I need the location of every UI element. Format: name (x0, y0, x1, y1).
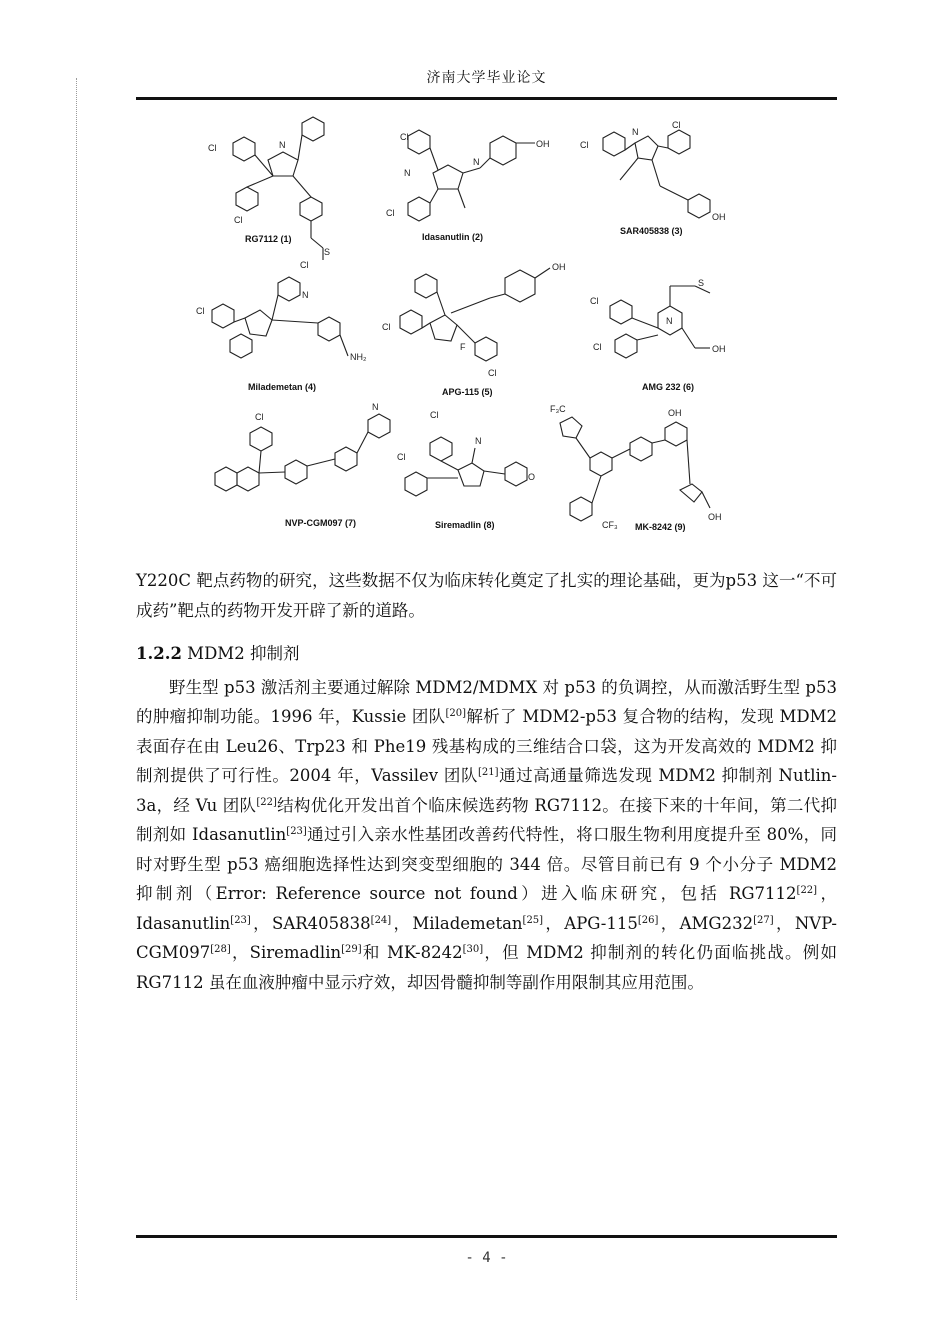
svg-text:N: N (632, 127, 639, 137)
svg-text:N: N (475, 436, 482, 446)
structure-siremadlin (397, 410, 535, 496)
svg-text:Cl: Cl (580, 140, 589, 150)
svg-text:S: S (324, 247, 331, 257)
svg-text:N: N (302, 290, 309, 300)
binding-margin-line (76, 78, 77, 1300)
section-number: 1.2.2 (136, 644, 182, 663)
caption-amg232: AMG 232 (6) (642, 382, 695, 392)
svg-text:Cl: Cl (300, 260, 309, 270)
svg-text:Cl: Cl (208, 143, 217, 153)
citation-29[interactable]: [29] (341, 944, 362, 955)
text-run: ，NVP-CGM097 (136, 913, 837, 962)
svg-text:OH: OH (708, 512, 722, 522)
svg-text:Cl: Cl (382, 322, 391, 332)
svg-text:S: S (698, 278, 705, 288)
svg-text:CF₃: CF₃ (602, 520, 618, 530)
citation-27[interactable]: [27] (753, 914, 774, 926)
caption-milademetan: Milademetan (4) (248, 382, 317, 392)
structure-idasanutlin (386, 130, 550, 221)
caption-nvp-cgm097: NVP-CGM097 (7) (285, 518, 357, 528)
svg-text:N: N (404, 168, 411, 178)
citation-28[interactable]: [28] (210, 944, 231, 955)
svg-text:N: N (473, 157, 480, 167)
svg-text:Cl: Cl (488, 368, 497, 378)
svg-text:N: N (372, 402, 379, 412)
structure-amg232 (590, 278, 726, 358)
caption-mk8242: MK-8242 (9) (635, 522, 686, 532)
citation-22[interactable]: [22] (796, 885, 818, 896)
svg-text:OH: OH (552, 262, 566, 272)
citation-21[interactable]: [21] (478, 767, 499, 778)
text-run: 结构优化开发出首个临床候选药物 RG7112。在接下来的十年间，第二代抑制剂如 Idasanutlin (136, 795, 838, 844)
caption-sar405838: SAR405838 (3) (620, 226, 683, 236)
svg-text:Cl: Cl (255, 412, 264, 422)
caption-idasanutlin: Idasanutlin (2) (422, 232, 484, 242)
text-run: 通过高通量筛选发现 MDM2 抑制剂 Nutlin-3a，经 Vu 团队 (136, 766, 838, 815)
svg-text:OH: OH (712, 212, 726, 222)
svg-text:Cl: Cl (234, 215, 243, 225)
citation-30[interactable]: [30] (462, 944, 484, 955)
citation-23[interactable]: [23] (286, 826, 307, 837)
text-run: ，Milademetan (391, 913, 523, 933)
svg-text:Cl: Cl (430, 410, 439, 420)
svg-text:F₃C: F₃C (550, 404, 566, 414)
text-run: ，APG-115 (543, 913, 638, 933)
citation-26[interactable]: [26] (637, 914, 659, 926)
paragraph-mdm2 (136, 673, 837, 998)
text-run: ，SAR405838 (250, 913, 371, 933)
svg-text:Cl: Cl (397, 452, 406, 462)
svg-text:OH: OH (712, 344, 726, 354)
chemical-structures-svg (190, 108, 770, 540)
svg-text:N: N (666, 316, 673, 326)
citation-25[interactable]: [25] (522, 914, 544, 926)
section-heading (136, 639, 837, 669)
svg-text:NH₂: NH₂ (350, 352, 367, 362)
structure-milademetan (196, 260, 367, 362)
svg-text:OH: OH (668, 408, 682, 418)
body-text (136, 566, 837, 997)
svg-text:O: O (528, 472, 536, 482)
text-run: 和 MK-8242 (361, 943, 463, 962)
structure-nvp-cgm097 (215, 402, 390, 491)
svg-text:Cl: Cl (386, 208, 395, 218)
text-run: 野生型 p53 激活剂主要通过解除 MDM2/MDMX 对 p53 的负调控，从而激活野生型 p53 的肿瘤抑制功能。1996 年，Kussie 团队 (136, 677, 837, 726)
text-run: 通过引入亲水性基团改善药代特性，将口服生物利用度提升至 80%，同时对野生型 p53 癌细胞选择性达到突变型细胞的 344 倍。尽管目前已有 9 个小分子 MDM2 抑制剂（Error: Reference source not found）进入临床研究，包括 RG7112 (136, 825, 837, 903)
caption-siremadlin: Siremadlin (8) (435, 520, 495, 530)
citation-23[interactable]: [23] (230, 914, 251, 926)
svg-text:F: F (460, 342, 466, 352)
citation-24[interactable]: [24] (370, 914, 392, 926)
page-number: - 4 - (465, 1250, 508, 1266)
section-title: MDM2 抑制剂 (181, 644, 300, 663)
mdm2-inhibitor-structures-figure (190, 108, 770, 540)
text-run: ，AMG232 (658, 913, 754, 933)
caption-rg7112: RG7112 (1) (245, 234, 292, 244)
citation-22[interactable]: [22] (256, 796, 277, 808)
citation-20[interactable]: [20] (445, 708, 467, 719)
svg-text:N: N (279, 140, 286, 150)
svg-text:Cl: Cl (196, 306, 205, 316)
running-header-title: 济南大学毕业论文 (426, 70, 547, 86)
text-run: ，Idasanutlin (136, 884, 837, 933)
text-run: ，Siremadlin (230, 943, 342, 962)
structure-apg115 (382, 262, 566, 378)
paragraph-continuation: Y220C 靶点药物的研究，这些数据不仅为临床转化奠定了扎实的理论基础，更为p53 这一“不可成药”靶点的药物开发开辟了新的道路。 (136, 571, 837, 620)
caption-apg115: APG-115 (5) (442, 387, 493, 397)
header-rule (136, 97, 837, 100)
svg-text:Cl: Cl (590, 296, 599, 306)
structure-sar405838 (580, 120, 726, 222)
svg-text:Cl: Cl (400, 132, 409, 142)
text-run: ，但 MDM2 抑制剂的转化仍面临挑战。例如 RG7112 虽在血液肿瘤中显示疗效，却因骨髓抑制等副作用限制其应用范围。 (136, 943, 837, 992)
svg-text:Cl: Cl (672, 120, 681, 130)
svg-text:Cl: Cl (593, 342, 602, 352)
svg-text:OH: OH (536, 139, 550, 149)
structure-mk8242 (550, 404, 722, 530)
text-run: 解析了 MDM2-p53 复合物的结构，发现 MDM2 表面存在由 Leu26、Trp23 和 Phe19 残基构成的三维结合口袋，这为开发高效的 MDM2 抑制剂提供了可行性。2004 年，Vassilev 团队 (136, 707, 837, 785)
footer-rule (136, 1235, 837, 1238)
